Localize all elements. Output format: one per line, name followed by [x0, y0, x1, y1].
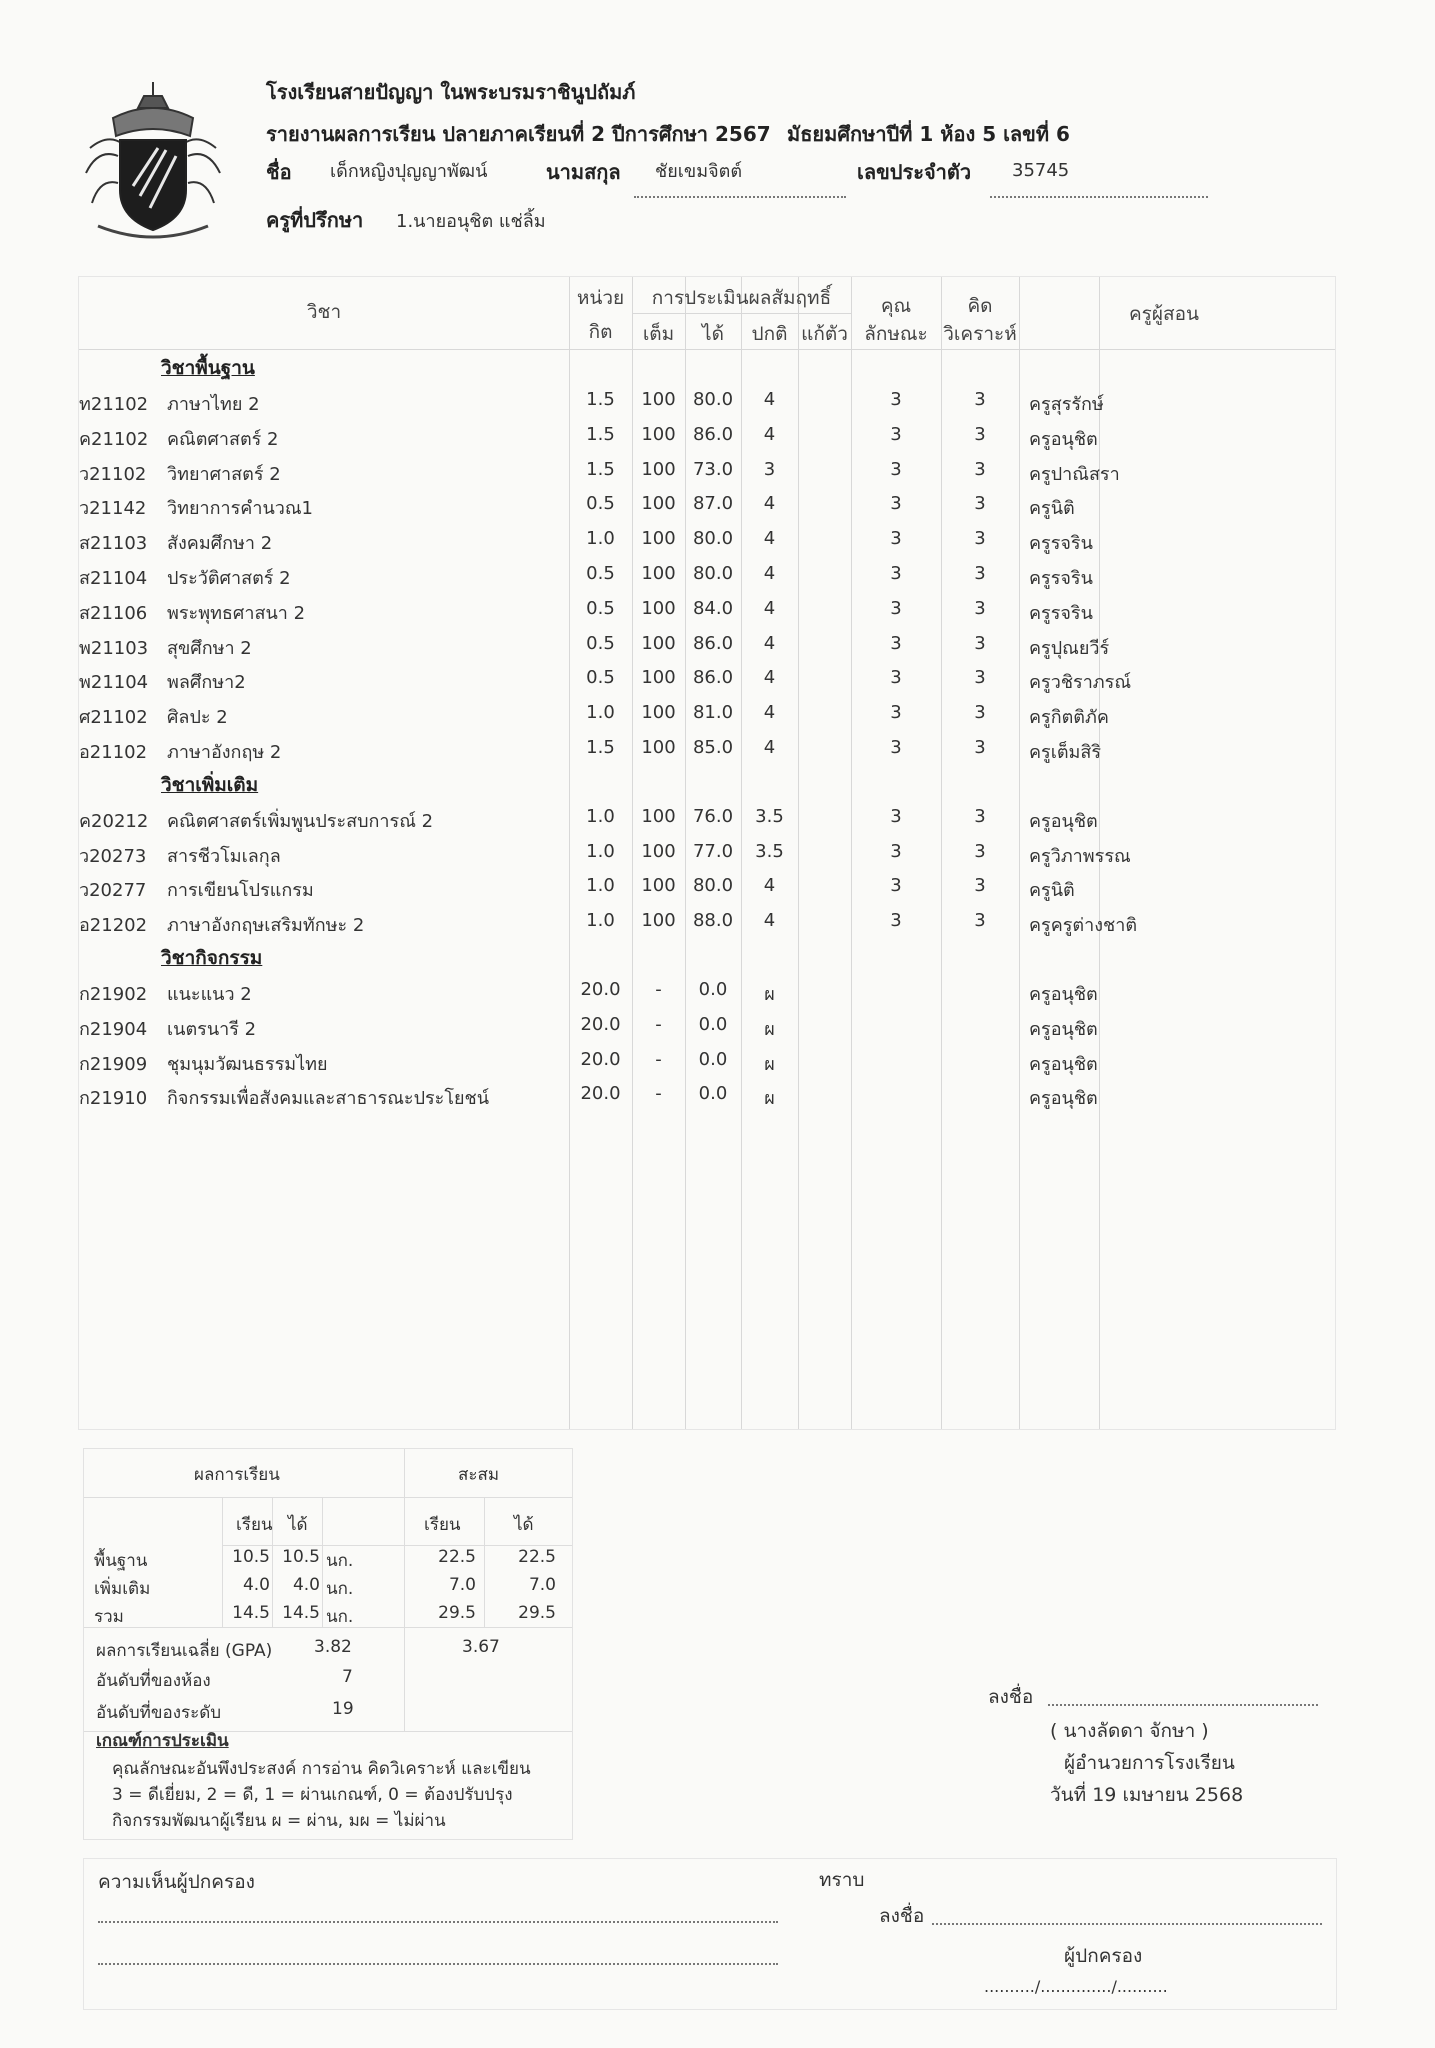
- class-rank-label: อันดับที่ของห้อง: [96, 1671, 211, 1691]
- cell-think: 3: [974, 910, 986, 932]
- cell-code: อ21102: [79, 742, 148, 763]
- cell-score: 81.0: [692, 702, 734, 724]
- cell-char: 3: [890, 737, 902, 758]
- cell-full: 100: [641, 389, 676, 410]
- cell-full: -: [655, 979, 662, 1000]
- cell-grade: 4: [763, 528, 776, 550]
- cell-name: สุขศึกษา 2: [167, 637, 252, 659]
- cell-name: วิทยาศาสตร์ 2: [167, 463, 281, 485]
- cell-grade: ผ: [764, 1018, 775, 1040]
- cell-score: 0.0: [698, 979, 728, 1000]
- header-assessment: การประเมินผลสัมฤทธิ์: [651, 287, 832, 309]
- cell-full: 100: [641, 458, 676, 480]
- report-date: วันที่ 19 เมษายน 2568: [1050, 1784, 1244, 1806]
- student-surname: ชัยเขมจิตต์: [655, 161, 743, 182]
- cell-name: คณิตศาสตร์เพิ่มพูนประสบการณ์ 2: [167, 810, 434, 832]
- summary-cell-label: พื้นฐาน: [94, 1551, 148, 1571]
- cell-char: 3: [890, 493, 902, 515]
- cell-char: 3: [890, 423, 902, 445]
- cell-code: ว21142: [79, 498, 147, 520]
- cell-credit: 1.5: [586, 458, 615, 480]
- cell-full: 100: [641, 840, 676, 862]
- cell-code: ก21902: [79, 984, 148, 1005]
- summary-cell-got: 10.5: [282, 1547, 320, 1567]
- summary-cell-cum_got: 7.0: [528, 1575, 556, 1595]
- level-rank-value: 19: [332, 1699, 354, 1719]
- cell-code: ก21910: [79, 1088, 148, 1110]
- cell-score: 0.0: [698, 1048, 728, 1070]
- cum-got-header: ได้: [514, 1515, 534, 1535]
- header-full: เต็ม: [642, 323, 675, 345]
- summary-cell-study: 14.5: [232, 1603, 270, 1623]
- cell-full: 100: [641, 528, 676, 550]
- class-info: มัธยมศึกษาปีที่ 1 ห้อง 5 เลขที่ 6: [787, 122, 1070, 146]
- summary-cell-unit: นก.: [326, 1551, 354, 1571]
- surname-label: นามสกุล: [546, 160, 621, 184]
- cell-full: 100: [641, 805, 676, 827]
- cell-name: สารชีวโมเลกุล: [167, 845, 281, 867]
- cell-grade: 4: [763, 423, 776, 445]
- cell-teacher: ครูอนุชิต: [1029, 1018, 1098, 1040]
- opinion-line-2: [98, 1963, 778, 1965]
- criteria-line-1: คุณลักษณะอันพึงประสงค์ การอ่าน คิดวิเคราะห์ และเขียน: [112, 1759, 531, 1779]
- cell-think: 3: [974, 563, 986, 584]
- summary-cell-label: รวม: [94, 1607, 124, 1627]
- cell-code: ส21103: [79, 533, 148, 555]
- header-normal: ปกติ: [751, 323, 788, 345]
- director-sign-label: ลงชื่อ: [988, 1686, 1034, 1708]
- advisor-name: 1.นายอนุชิต แช่ลิ้ม: [396, 211, 546, 232]
- got-header: ได้: [288, 1515, 308, 1535]
- table-row: [79, 487, 1335, 521]
- summary-cell-got: 4.0: [292, 1575, 320, 1595]
- cell-grade: 4: [763, 632, 776, 654]
- cell-name: พระพุทธศาสนา 2: [167, 602, 306, 624]
- cell-credit: 0.5: [586, 667, 615, 689]
- cell-score: 73.0: [692, 458, 734, 480]
- cell-teacher: ครูสุรรักษ์: [1029, 394, 1104, 415]
- parent-sign-line: [932, 1923, 1322, 1925]
- cell-teacher: ครูอนุชิต: [1029, 1053, 1098, 1075]
- cell-full: 100: [641, 910, 676, 932]
- cell-teacher: ครูอนุชิต: [1029, 1088, 1098, 1110]
- table-row: [79, 661, 1335, 695]
- summary-cell-cum_study: 29.5: [438, 1603, 476, 1623]
- id-dotline: [990, 196, 1208, 198]
- cell-teacher: ครูปุณยวีร์: [1029, 637, 1110, 659]
- section-title: วิชากิจกรรม: [161, 947, 263, 969]
- student-id: 35745: [1012, 160, 1070, 181]
- cell-full: 100: [641, 563, 676, 584]
- criteria-title: เกณฑ์การประเมิน: [96, 1731, 229, 1751]
- parent-role: ผู้ปกครอง: [1064, 1945, 1143, 1967]
- cell-code: ท21102: [79, 394, 149, 415]
- cell-credit: 0.5: [586, 632, 615, 654]
- cell-score: 0.0: [698, 1013, 728, 1035]
- cell-think: 3: [974, 597, 986, 619]
- cell-name: ศิลปะ 2: [167, 707, 228, 729]
- opinion-line-1: [98, 1921, 778, 1923]
- cell-char: 3: [890, 458, 902, 480]
- cell-grade: 3.5: [755, 840, 784, 862]
- cell-name: เนตรนารี 2: [167, 1018, 257, 1040]
- cell-teacher: ครูปาณิสรา: [1029, 463, 1120, 485]
- cell-credit: 20.0: [580, 1083, 621, 1105]
- cell-credit: 1.0: [586, 840, 615, 862]
- acknowledge-label: ทราบ: [819, 1869, 865, 1891]
- cell-code: ส21106: [79, 602, 148, 624]
- cell-score: 85.0: [692, 737, 734, 758]
- table-row: [79, 522, 1335, 556]
- cell-score: 84.0: [692, 597, 734, 619]
- cell-grade: ผ: [764, 1088, 775, 1110]
- cell-grade: 4: [763, 597, 776, 619]
- header-think-bottom: วิเคราะห์: [943, 323, 1017, 345]
- cell-think: 3: [974, 632, 986, 654]
- cell-code: ว21102: [79, 463, 147, 485]
- summary-cell-cum_study: 7.0: [448, 1575, 476, 1595]
- cell-code: ส21104: [79, 568, 148, 589]
- cell-char: 3: [890, 805, 902, 827]
- cell-full: -: [655, 1013, 662, 1035]
- cell-grade: 4: [763, 667, 776, 689]
- cell-code: ก21909: [79, 1053, 148, 1075]
- table-row: [79, 453, 1335, 487]
- table-row: [79, 383, 1335, 417]
- header-got: ได้: [702, 323, 724, 345]
- summary-cell-got: 14.5: [282, 1603, 320, 1623]
- summary-cell-study: 10.5: [232, 1547, 270, 1567]
- cell-name: แนะแนว 2: [167, 984, 252, 1005]
- cell-teacher: ครูอนุชิต: [1029, 984, 1098, 1005]
- cell-char: 3: [890, 910, 902, 932]
- cell-score: 88.0: [692, 910, 734, 932]
- cell-code: พ21103: [79, 637, 149, 659]
- cell-teacher: ครูอนุชิต: [1029, 428, 1098, 450]
- cell-full: 100: [641, 597, 676, 619]
- table-row: [79, 800, 1335, 834]
- surname-dotline: [634, 196, 846, 198]
- school-name: โรงเรียนสายปัญญา ในพระบรมราชินูปถัมภ์: [266, 80, 636, 104]
- cell-credit: 20.0: [580, 1013, 621, 1035]
- summary-cell-label: เพิ่มเติม: [94, 1579, 151, 1599]
- section-title: วิชาเพิ่มเติม: [161, 773, 259, 796]
- cell-teacher: ครูอนุชิต: [1029, 810, 1098, 832]
- cell-grade: 4: [763, 875, 776, 897]
- cell-credit: 0.5: [586, 597, 615, 619]
- criteria-line-3: กิจกรรมพัฒนาผู้เรียน ผ = ผ่าน, มผ = ไม่ผ่าน: [112, 1811, 446, 1831]
- cell-score: 76.0: [692, 805, 734, 827]
- cell-credit: 20.0: [580, 979, 621, 1000]
- cell-score: 87.0: [692, 493, 734, 515]
- cell-credit: 0.5: [586, 563, 615, 584]
- results-title: ผลการเรียน: [194, 1465, 280, 1485]
- cell-code: ค21102: [79, 428, 149, 450]
- school-crest-logo: [78, 78, 228, 243]
- cell-char: 3: [890, 702, 902, 724]
- cell-name: พลศึกษา2: [167, 672, 246, 694]
- table-row: [79, 627, 1335, 661]
- summary-cell-unit: นก.: [326, 1607, 354, 1627]
- cell-char: 3: [890, 632, 902, 654]
- cell-full: 100: [641, 702, 676, 724]
- cell-teacher: ครูรจริน: [1029, 533, 1093, 555]
- cell-grade: ผ: [764, 1053, 775, 1075]
- cell-code: ค20212: [79, 810, 149, 832]
- table-row: [79, 1043, 1335, 1077]
- report-title-line: [266, 118, 1070, 150]
- advisor-label: ครูที่ปรึกษา: [266, 208, 364, 232]
- cell-char: 3: [890, 840, 902, 862]
- table-row: [79, 592, 1335, 626]
- cell-teacher: ครูเต็มสิริ: [1029, 742, 1102, 763]
- director-name: ( นางลัดดา จักษา ): [1050, 1720, 1209, 1742]
- cell-grade: 4: [763, 702, 776, 724]
- report-title: รายงานผลการเรียน ปลายภาคเรียนที่ 2 ปีการศึกษา 2567: [266, 122, 771, 146]
- cell-score: 86.0: [692, 423, 734, 445]
- cell-teacher: ครูวิภาพรรณ: [1029, 845, 1131, 867]
- name-label: ชื่อ: [266, 160, 292, 184]
- cell-full: 100: [641, 493, 676, 515]
- header-think-top: คิด: [967, 295, 993, 317]
- cell-credit: 1.5: [586, 389, 615, 410]
- cell-credit: 1.5: [586, 737, 615, 758]
- cell-full: 100: [641, 875, 676, 897]
- cumulative-title: สะสม: [458, 1465, 500, 1485]
- cell-name: ประวัติศาสตร์ 2: [167, 568, 291, 589]
- cell-char: 3: [890, 563, 902, 584]
- table-row: [79, 1008, 1335, 1042]
- cell-score: 86.0: [692, 632, 734, 654]
- cell-score: 80.0: [692, 528, 734, 550]
- cell-code: ก21904: [79, 1018, 148, 1040]
- table-row: [79, 973, 1335, 1007]
- cell-code: ว20273: [79, 845, 147, 867]
- cum-gpa-value: 3.67: [462, 1637, 500, 1657]
- cell-credit: 1.5: [586, 423, 615, 445]
- cell-credit: 0.5: [586, 493, 615, 515]
- cell-think: 3: [974, 667, 986, 689]
- cell-think: 3: [974, 528, 986, 550]
- cell-teacher: ครูนิติ: [1029, 498, 1075, 520]
- header-char-top: คุณ: [880, 295, 912, 317]
- director-sign-line: [1048, 1704, 1318, 1706]
- cell-full: -: [655, 1083, 662, 1105]
- director-position: ผู้อำนวยการโรงเรียน: [1064, 1752, 1235, 1774]
- gpa-label: ผลการเรียนเฉลี่ย (GPA): [96, 1641, 273, 1661]
- cell-score: 80.0: [692, 563, 734, 584]
- cell-name: ภาษาอังกฤษ 2: [167, 742, 282, 763]
- cell-full: 100: [641, 737, 676, 758]
- cell-grade: 4: [763, 563, 776, 584]
- cell-credit: 1.0: [586, 702, 615, 724]
- cell-code: ว20277: [79, 880, 147, 902]
- class-rank-value: 7: [342, 1667, 353, 1687]
- header-remedial: แก้ตัว: [801, 323, 848, 345]
- cell-name: คณิตศาสตร์ 2: [167, 428, 279, 450]
- cell-char: 3: [890, 597, 902, 619]
- cell-grade: 4: [763, 389, 776, 410]
- table-row: [79, 1077, 1335, 1111]
- parent-date-blank: ........../............../..........: [984, 1977, 1168, 1996]
- cell-teacher: ครูกิตติภัค: [1029, 707, 1109, 729]
- table-row: [79, 835, 1335, 869]
- cell-full: 100: [641, 423, 676, 445]
- cell-name: สังคมศึกษา 2: [167, 533, 273, 555]
- cell-name: ภาษาอังกฤษเสริมทักษะ 2: [167, 915, 365, 937]
- cell-score: 77.0: [692, 840, 734, 862]
- cell-score: 0.0: [698, 1083, 728, 1105]
- cell-score: 80.0: [692, 389, 734, 410]
- cell-code: ศ21102: [79, 707, 148, 729]
- student-id-label: เลขประจำตัว: [857, 160, 972, 184]
- table-row: [79, 869, 1335, 903]
- cell-credit: 20.0: [580, 1048, 621, 1070]
- table-row: [79, 904, 1335, 938]
- cell-grade: 4: [763, 737, 776, 758]
- cell-char: 3: [890, 667, 902, 689]
- cell-teacher: ครูรจริน: [1029, 602, 1093, 624]
- cell-char: 3: [890, 875, 902, 897]
- summary-cell-cum_study: 22.5: [438, 1547, 476, 1567]
- header-subject: วิชา: [306, 301, 342, 323]
- cell-score: 80.0: [692, 875, 734, 897]
- parent-sign-label: ลงชื่อ: [879, 1905, 925, 1927]
- header-char-bottom: ลักษณะ: [864, 323, 928, 345]
- cell-teacher: ครูรจริน: [1029, 568, 1093, 589]
- cell-name: ภาษาไทย 2: [167, 394, 260, 415]
- header-credit-top: หน่วย: [576, 287, 625, 309]
- cell-credit: 1.0: [586, 805, 615, 827]
- cell-think: 3: [974, 737, 986, 758]
- criteria-line-2: 3 = ดีเยี่ยม, 2 = ดี, 1 = ผ่านเกณฑ์, 0 = ต้องปรับปรุง: [112, 1785, 513, 1805]
- cell-think: 3: [974, 423, 986, 445]
- parent-opinion-label: ความเห็นผู้ปกครอง: [98, 1871, 255, 1893]
- summary-cell-cum_got: 29.5: [518, 1603, 556, 1623]
- table-row: [79, 418, 1335, 452]
- cell-teacher: ครูครูต่างชาติ: [1029, 915, 1138, 937]
- cell-full: 100: [641, 632, 676, 654]
- summary-box: [83, 1448, 573, 1840]
- cell-name: วิทยาการคำนวณ1: [167, 498, 314, 520]
- level-rank-label: อันดับที่ของระดับ: [96, 1703, 222, 1723]
- cell-think: 3: [974, 458, 986, 480]
- table-row: [79, 731, 1335, 765]
- cum-study-header: เรียน: [424, 1515, 461, 1535]
- cell-code: พ21104: [79, 672, 149, 694]
- cell-grade: 4: [763, 910, 776, 932]
- summary-cell-unit: นก.: [326, 1579, 354, 1599]
- summary-cell-study: 4.0: [242, 1575, 270, 1595]
- header-teacher: ครูผู้สอน: [1128, 303, 1200, 325]
- gpa-value: 3.82: [314, 1637, 352, 1657]
- cell-credit: 1.0: [586, 528, 615, 550]
- cell-credit: 1.0: [586, 875, 615, 897]
- cell-full: 100: [641, 667, 676, 689]
- cell-think: 3: [974, 840, 986, 862]
- cell-char: 3: [890, 528, 902, 550]
- cell-grade: 4: [763, 493, 776, 515]
- cell-char: 3: [890, 389, 902, 410]
- cell-credit: 1.0: [586, 910, 615, 932]
- cell-name: ชุมนุมวัฒนธรรมไทย: [167, 1053, 328, 1075]
- table-row: [79, 696, 1335, 730]
- study-header: เรียน: [236, 1515, 273, 1535]
- grades-table: [78, 276, 1336, 1430]
- cell-think: 3: [974, 389, 986, 410]
- header-credit-bottom: กิต: [588, 321, 613, 343]
- cell-score: 86.0: [692, 667, 734, 689]
- student-name: เด็กหญิงปุญญาพัฒน์: [330, 161, 488, 182]
- cell-full: -: [655, 1048, 662, 1070]
- cell-grade: ผ: [764, 984, 775, 1005]
- cell-name: การเขียนโปรแกรม: [167, 880, 314, 902]
- cell-teacher: ครูวชิราภรณ์: [1029, 672, 1132, 694]
- cell-grade: 3: [763, 458, 776, 480]
- cell-grade: 3.5: [755, 805, 784, 827]
- cell-think: 3: [974, 875, 986, 897]
- section-title: วิชาพื้นฐาน: [161, 357, 255, 379]
- cell-think: 3: [974, 702, 986, 724]
- parent-section: [83, 1858, 1337, 2010]
- cell-name: กิจกรรมเพื่อสังคมและสาธารณะประโยชน์: [167, 1088, 490, 1110]
- cell-code: อ21202: [79, 915, 148, 937]
- cell-teacher: ครูนิติ: [1029, 880, 1075, 902]
- cell-think: 3: [974, 805, 986, 827]
- summary-cell-cum_got: 22.5: [518, 1547, 556, 1567]
- table-row: [79, 557, 1335, 591]
- cell-think: 3: [974, 493, 986, 515]
